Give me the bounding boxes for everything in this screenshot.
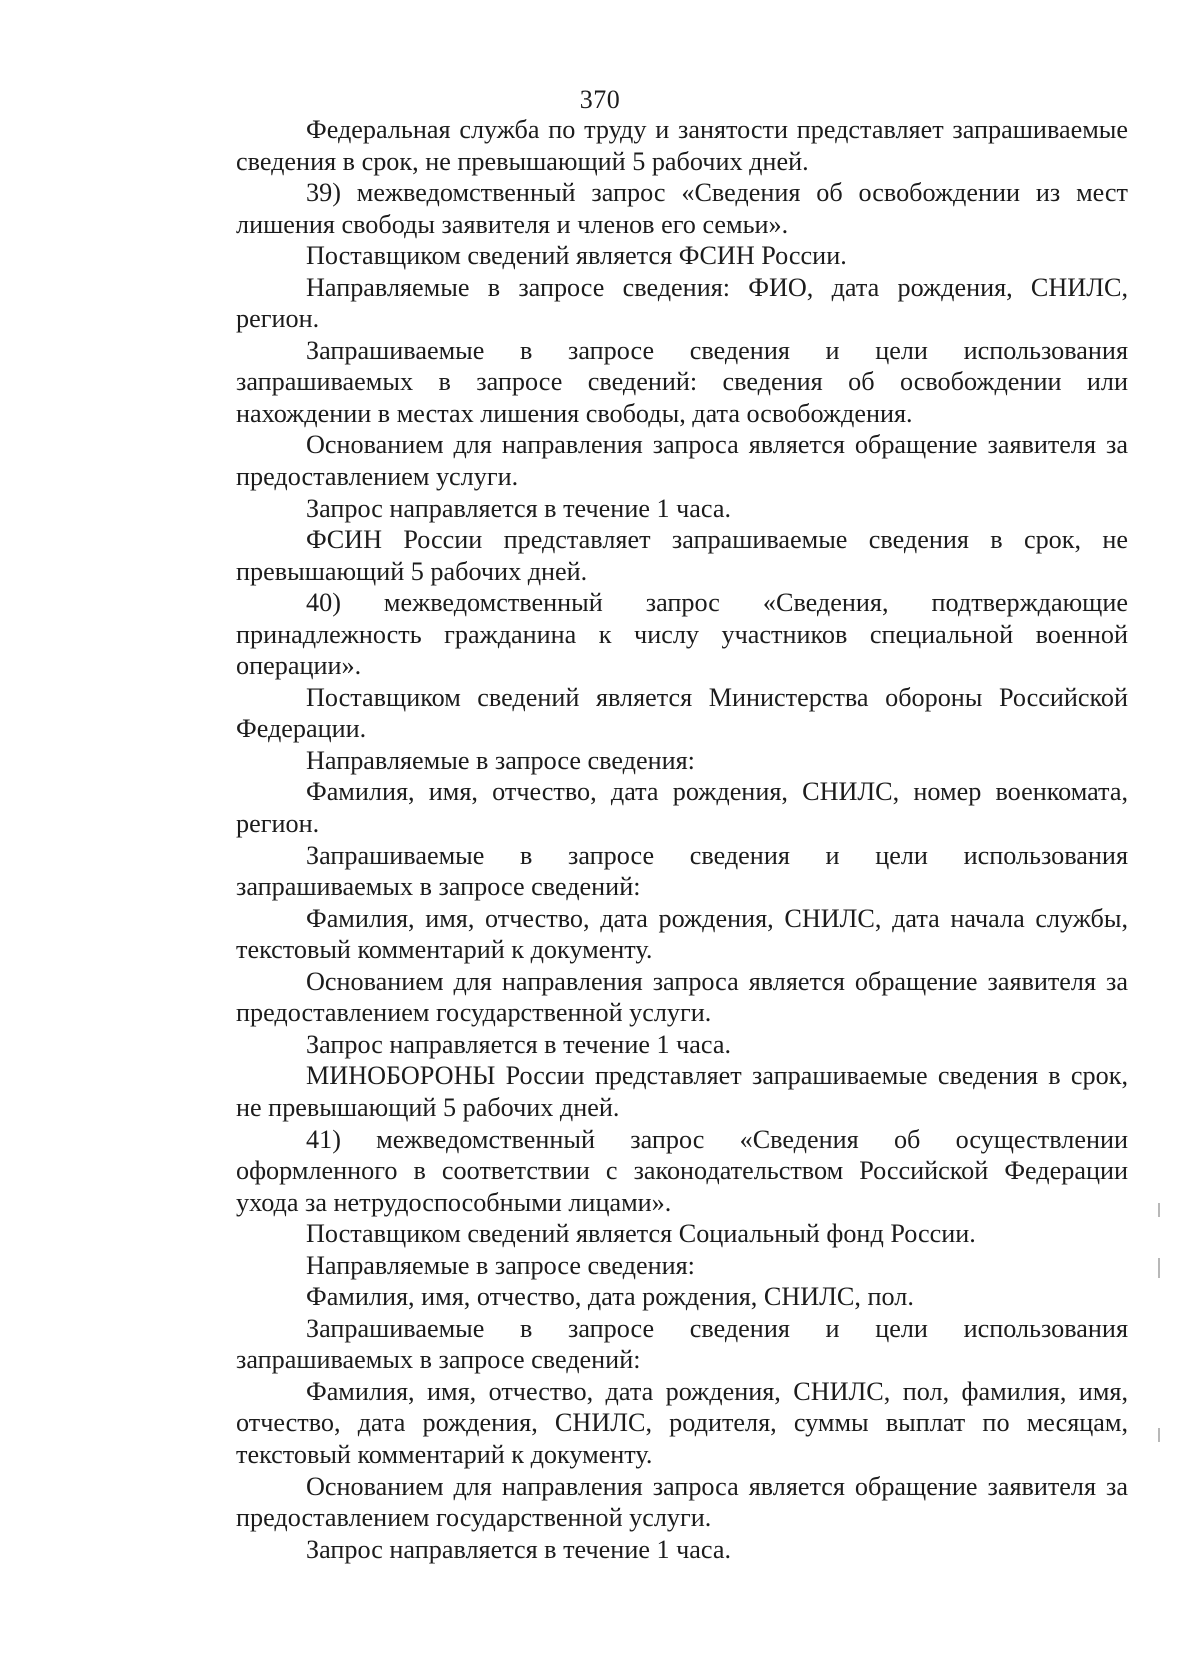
paragraph: Поставщиком сведений является ФСИН России. xyxy=(306,241,847,271)
paragraph: Фамилия, имя, отчество, дата рождения, СНИЛС, дата начала службы, текстовый комментарий к документу. xyxy=(236,903,1128,965)
scan-artifact xyxy=(1158,1203,1160,1217)
scan-artifact xyxy=(1158,1258,1160,1278)
paragraph: Фамилия, имя, отчество, дата рождения, СНИЛС, номер военкомата, регион. xyxy=(236,777,1128,839)
paragraph: 39) межведомственный запрос «Сведения об освобождении из мест лишения свободы заявителя и членов его семьи». xyxy=(236,178,1128,239)
paragraph: Основанием для направления запроса является обращение заявителя за предоставлением государственной услуги. xyxy=(236,966,1128,1028)
scan-artifact xyxy=(1158,1428,1160,1442)
paragraph: Основанием для направления запроса является обращение заявителя за предоставлением услуги. xyxy=(236,430,1128,492)
paragraph: МИНОБОРОНЫ России представляет запрашиваемые сведения в срок, не превышающий 5 рабочих дней. xyxy=(236,1061,1128,1122)
paragraph: Федеральная служба по труду и занятости представляет запрашиваемые сведения в срок, не превышающий 5 рабочих дней. xyxy=(236,115,1128,176)
paragraph: Направляемые в запросе сведения: xyxy=(306,1250,695,1280)
paragraph: 40) межведомственный запрос «Сведения, подтверждающие принадлежность гражданина к числу участников специальной военной операции». xyxy=(236,588,1128,681)
paragraph: Запрос направляется в течение 1 часа. xyxy=(306,1029,732,1059)
paragraph: 41) межведомственный запрос «Сведения об осуществлении оформленного в соответствии с законодательством Российской Федерации ухода за нетрудоспособными лицами». xyxy=(236,1124,1128,1217)
paragraph: Запрашиваемые в запросе сведения и цели использования запрашиваемых в запросе сведений: xyxy=(236,1313,1128,1375)
paragraph: Поставщиком сведений является Министерства обороны Российской Федерации. xyxy=(236,682,1128,744)
paragraph: Запрос направляется в течение 1 часа. xyxy=(306,1534,732,1564)
page-number: 370 xyxy=(579,85,621,114)
paragraph: Запрос направляется в течение 1 часа. xyxy=(306,493,732,523)
paragraph: Направляемые в запросе сведения: ФИО, дата рождения, СНИЛС, регион. xyxy=(236,272,1128,334)
paragraph: Фамилия, имя, отчество, дата рождения, СНИЛС, пол. xyxy=(306,1282,914,1312)
paragraph: Фамилия, имя, отчество, дата рождения, СНИЛС, пол, фамилия, имя, отчество, дата рождения, СНИЛС, родителя, суммы выплат по месяцам, текстовый комментарий к документу. xyxy=(236,1376,1128,1469)
paragraph: ФСИН России представляет запрашиваемые сведения в срок, не превышающий 5 рабочих дней. xyxy=(236,525,1128,586)
document-body xyxy=(236,114,1128,1565)
paragraph: Поставщиком сведений является Социальный фонд России. xyxy=(306,1219,976,1249)
paragraph: Запрашиваемые в запросе сведения и цели использования запрашиваемых в запросе сведений: сведения об освобождении или нахождении в местах лишения свободы, дата освобождения. xyxy=(236,335,1128,428)
paragraph: Запрашиваемые в запросе сведения и цели использования запрашиваемых в запросе сведений: xyxy=(236,840,1128,902)
paragraph: Направляемые в запросе сведения: xyxy=(306,745,695,775)
paragraph: Основанием для направления запроса является обращение заявителя за предоставлением государственной услуги. xyxy=(236,1471,1128,1533)
